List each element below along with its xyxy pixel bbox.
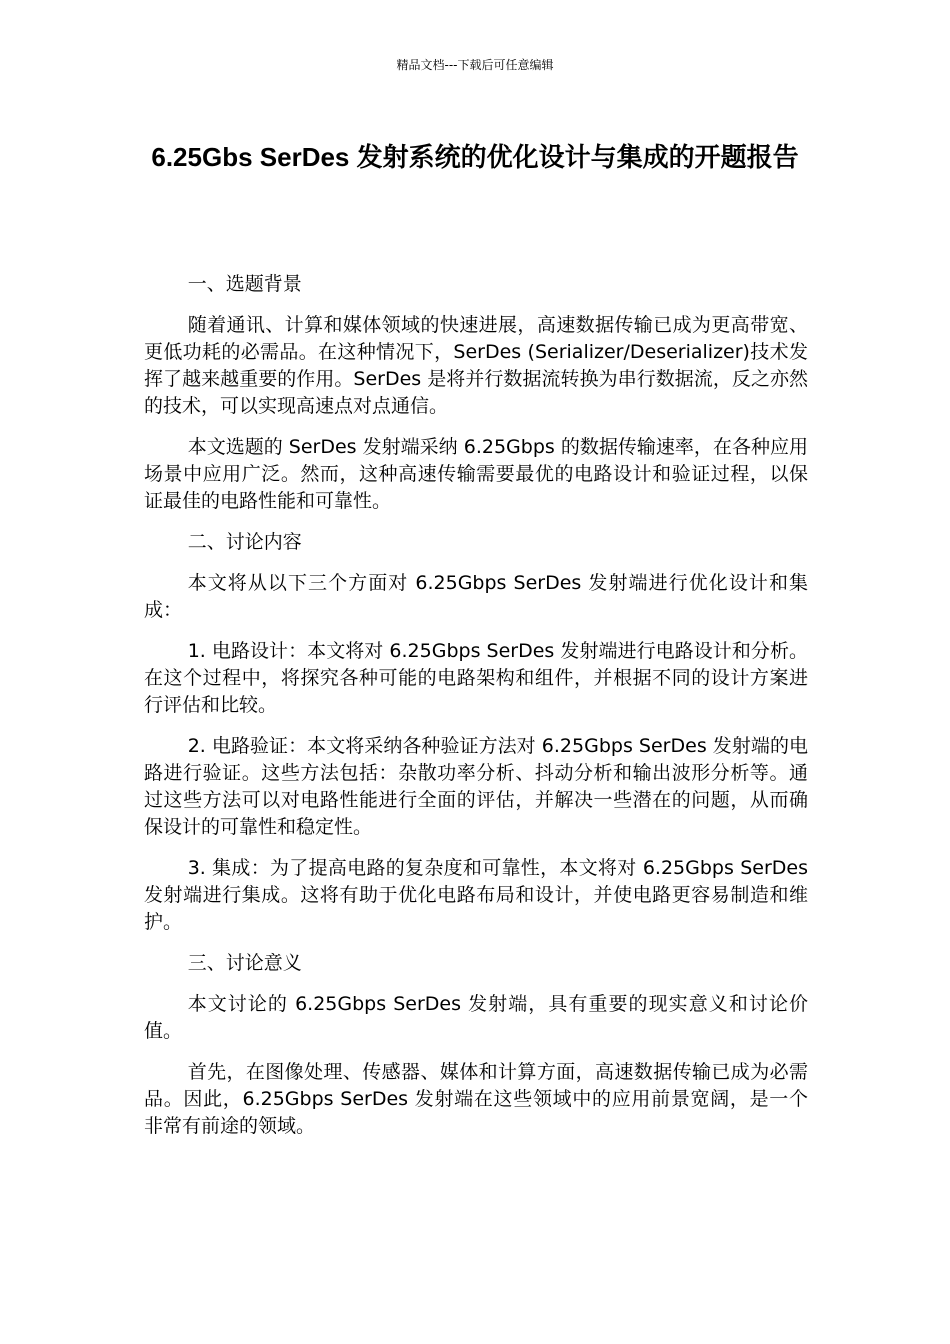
document-body [144,271,808,1154]
paragraph-content-intro: 本文将从以下三个方面对 6.25Gbps SerDes 发射端进行优化设计和集成： [144,572,808,621]
document-title: 6.25Gbs SerDes 发射系统的优化设计与集成的开题报告 [151,142,799,172]
list-item-circuit-verification: 2. 电路验证：本文将采纳各种验证方法对 6.25Gbps SerDes 发射端的电路进行验证。这些方法包括：杂散功率分析、抖动分析和输出波形分析等。通过这些方法可以对电路性能进行全面的评估，并解决一些潜在的问题，从而确保设计的可靠性和稳定性。 [144,735,808,838]
header-note: 精品文档---下载后可任意编辑 [396,58,554,72]
section-heading-significance: 三、讨论意义 [187,952,302,974]
paragraph-background-2: 本文选题的 SerDes 发射端采纳 6.25Gbps 的数据传输速率，在各种应用场景中应用广泛。然而，这种高速传输需要最优的电路设计和验证过程，以保证最佳的电路性能和可靠性。 [144,436,808,512]
list-item-circuit-design: 1. 电路设计：本文将对 6.25Gbps SerDes 发射端进行电路设计和分析。在这个过程中，将探究各种可能的电路架构和组件，并根据不同的设计方案进行评估和比较。 [144,640,808,716]
paragraph-significance-2: 首先，在图像处理、传感器、媒体和计算方面，高速数据传输已成为必需品。因此，6.25Gbps SerDes 发射端在这些领域中的应用前景宽阔，是一个非常有前途的领域。 [144,1061,808,1137]
paragraph-significance-1: 本文讨论的 6.25Gbps SerDes 发射端，具有重要的现实意义和讨论价值。 [144,993,808,1042]
section-heading-background: 一、选题背景 [187,273,302,295]
section-heading-content: 二、讨论内容 [187,531,302,553]
list-item-integration: 3. 集成：为了提高电路的复杂度和可靠性，本文将对 6.25Gbps SerDes 发射端进行集成。这将有助于优化电路布局和设计，并使电路更容易制造和维护。 [144,857,808,933]
paragraph-background-1: 随着通讯、计算和媒体领域的快速进展，高速数据传输已成为更高带宽、更低功耗的必需品。在这种情况下，SerDes (Serializer/Deserializer)技术发挥了越来越重要的作用。SerDes 是将并行数据流转换为串行数据流，反之亦然的技术，可以实现高速点对点通信。 [144,314,808,417]
